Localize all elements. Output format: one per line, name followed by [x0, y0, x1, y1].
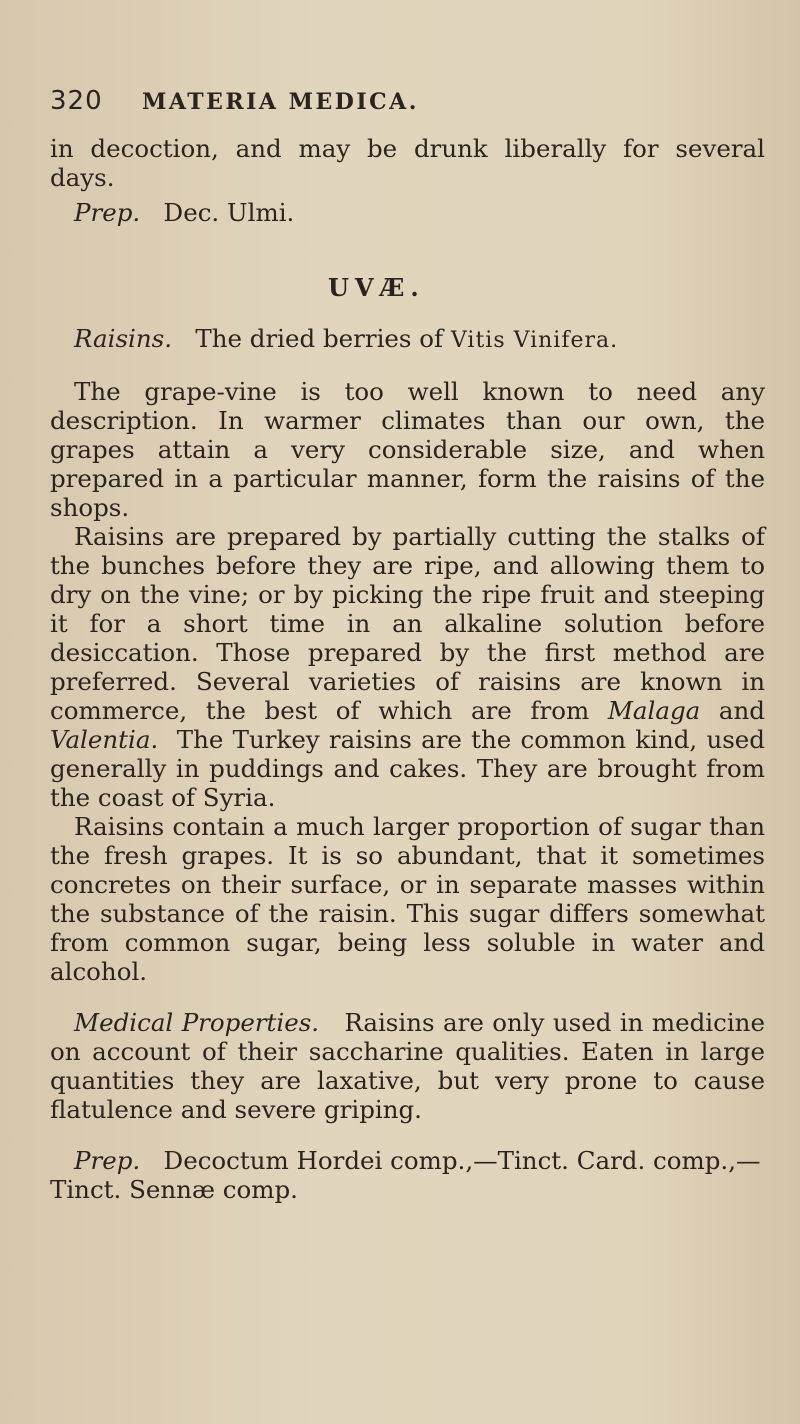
paragraph-sugar: Raisins contain a much larger proportion of sugar than the fresh grapes. It is so abundant, that it sometimes concretes on their surface, or in separate masses within the substance of the raisin. This sugar differs somewhat from common sugar, being less soluble in water and alcohol.: [50, 812, 765, 986]
species-name: Vitis Vinifera.: [450, 328, 619, 353]
raisins-definition-text: The dried berries of: [195, 324, 444, 353]
paragraph-preparation-text: Raisins are prepared by partially cutting the stalks of the bunches before they are ripe, and allowing them to dry on the vine; or by picking the ripe fruit and steeping it for a short time in an alkaline solution before desiccation. Those prepared by the first method are preferred. Several varieties of raisins are known in commerce, the best of which are from: [50, 522, 765, 725]
prep-ulmi-text: Dec. Ulmi.: [163, 198, 295, 227]
raisins-definition: [50, 324, 765, 355]
page-number: 320: [50, 86, 103, 116]
prep-label-2: Prep.: [74, 1146, 141, 1175]
book-page: [50, 86, 765, 1204]
paragraph-grape-vine: The grape-vine is too well known to need any description. In warmer climates than our own, the grapes attain a very considerable size, and when prepared in a particular manner, form the raisins of the shops.: [50, 377, 765, 522]
and-text: and: [718, 696, 765, 725]
paragraph-medical: [50, 1008, 765, 1124]
medical-properties-label: Medical Properties.: [74, 1008, 320, 1037]
paragraph-turkey-text: The Turkey raisins are the common kind, used generally in puddings and cakes. They are brought from the coast of Syria.: [50, 725, 765, 812]
running-head: MATERIA MEDICA.: [142, 89, 419, 115]
malaga-term: Malaga: [607, 696, 701, 725]
section-title: UVÆ.: [328, 273, 425, 302]
paragraph-prep: [50, 1146, 765, 1204]
raisins-label: Raisins.: [74, 324, 172, 353]
continuation-paragraph: in decoction, and may be drunk liberally for several days.: [50, 134, 765, 192]
medical-properties-text: Raisins are only used in medicine on account of their saccharine qualities. Eaten in large quantities they are laxative, but very prone to cause flatulence and severe griping.: [50, 1008, 765, 1124]
prep-ulmi-line: [50, 198, 765, 227]
page-header: [50, 86, 765, 116]
valentia-term: Valentia.: [50, 725, 159, 754]
paragraph-preparation: [50, 522, 765, 812]
prep-text: Decoctum Hordei comp.,—Tinct. Card. comp.,—Tinct. Sennæ comp.: [50, 1146, 761, 1204]
prep-label: Prep.: [74, 198, 141, 227]
